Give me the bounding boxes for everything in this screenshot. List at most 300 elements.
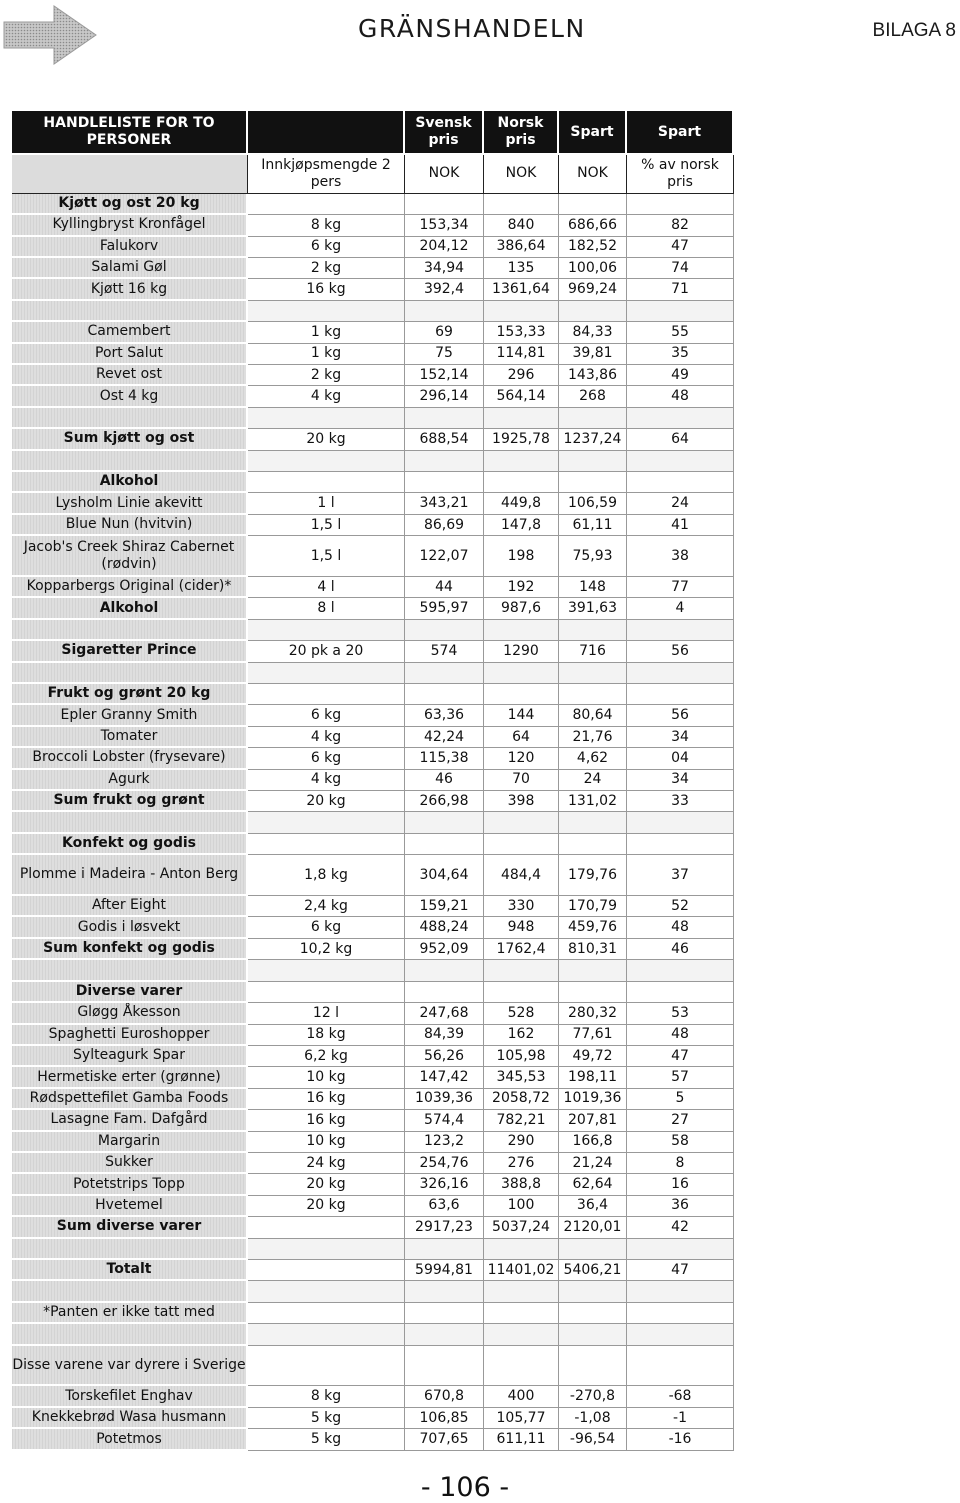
cell-spart xyxy=(559,408,627,429)
cell-svensk xyxy=(405,834,484,855)
cell-pct xyxy=(627,408,734,429)
cell-qty xyxy=(248,1324,405,1345)
cell-norsk xyxy=(484,472,559,493)
cell-qty: 1 kg xyxy=(248,344,405,365)
shopping-list-table xyxy=(12,111,734,1451)
cell-svensk: 574,4 xyxy=(405,1110,484,1131)
cell-svensk: 688,54 xyxy=(405,429,484,450)
cell-qty xyxy=(248,1281,405,1302)
row-label: Sum konfekt og godis xyxy=(12,939,248,960)
cell-qty: 20 kg xyxy=(248,1174,405,1195)
row-label: Epler Granny Smith xyxy=(12,705,248,726)
cell-norsk: 296 xyxy=(484,365,559,386)
cell-svensk: 326,16 xyxy=(405,1174,484,1195)
cell-qty xyxy=(248,663,405,684)
cell-norsk: 120 xyxy=(484,748,559,769)
cell-norsk: 144 xyxy=(484,705,559,726)
cell-svensk: 115,38 xyxy=(405,748,484,769)
cell-qty: 6,2 kg xyxy=(248,1046,405,1067)
row-label: Hermetiske erter (grønne) xyxy=(12,1067,248,1088)
cell-norsk xyxy=(484,194,559,215)
row-label: Tomater xyxy=(12,727,248,748)
row-label xyxy=(12,408,248,429)
table-row xyxy=(12,1046,734,1067)
table-row xyxy=(12,1003,734,1024)
cell-qty: 5 kg xyxy=(248,1429,405,1451)
page-number: - 106 - xyxy=(420,1472,510,1503)
cell-pct: 48 xyxy=(627,1025,734,1046)
cell-spart xyxy=(559,1346,627,1387)
blank-row xyxy=(12,301,734,322)
section-header-row xyxy=(12,472,734,493)
cell-qty: 1,5 l xyxy=(248,536,405,577)
cell-pct: 38 xyxy=(627,536,734,577)
cell-norsk xyxy=(484,301,559,322)
cell-norsk: 1762,4 xyxy=(484,939,559,960)
cell-pct: 42 xyxy=(627,1217,734,1238)
cell-svensk xyxy=(405,663,484,684)
cell-norsk: 11401,02 xyxy=(484,1260,559,1281)
cell-spart: 391,63 xyxy=(559,598,627,619)
cell-spart: 80,64 xyxy=(559,705,627,726)
cell-pct: 8 xyxy=(627,1153,734,1174)
header-norsk xyxy=(484,111,559,155)
cell-qty: 4 l xyxy=(248,577,405,598)
note-row xyxy=(12,1303,734,1324)
cell-svensk xyxy=(405,1239,484,1260)
row-label: Kjøtt og ost 20 kg xyxy=(12,194,248,215)
cell-spart: 21,24 xyxy=(559,1153,627,1174)
row-label: Revet ost xyxy=(12,365,248,386)
cell-qty: 1 l xyxy=(248,493,405,514)
row-label: Agurk xyxy=(12,770,248,791)
table-row xyxy=(12,705,734,726)
cell-spart: 62,64 xyxy=(559,1174,627,1195)
table-row xyxy=(12,279,734,300)
cell-pct: 56 xyxy=(627,641,734,662)
cell-pct: 35 xyxy=(627,344,734,365)
cell-norsk: 948 xyxy=(484,917,559,938)
header-svensk xyxy=(405,111,484,155)
cell-norsk: 276 xyxy=(484,1153,559,1174)
cell-norsk xyxy=(484,834,559,855)
cell-qty xyxy=(248,1260,405,1281)
cell-svensk xyxy=(405,451,484,472)
cell-pct: 37 xyxy=(627,855,734,896)
cell-pct: 47 xyxy=(627,237,734,258)
cell-svensk: 75 xyxy=(405,344,484,365)
cell-qty xyxy=(248,194,405,215)
cell-qty: 6 kg xyxy=(248,748,405,769)
cell-pct: 53 xyxy=(627,1003,734,1024)
section-header-row xyxy=(12,1346,734,1387)
cell-qty xyxy=(248,834,405,855)
subheader-svensk: NOK xyxy=(405,155,484,194)
cell-pct: 58 xyxy=(627,1132,734,1153)
cell-svensk xyxy=(405,1303,484,1324)
cell-svensk: 46 xyxy=(405,770,484,791)
sum-row xyxy=(12,598,734,619)
cell-qty: 12 l xyxy=(248,1003,405,1024)
row-label: Salami Gøl xyxy=(12,258,248,279)
cell-pct xyxy=(627,620,734,641)
cell-spart: 21,76 xyxy=(559,727,627,748)
cell-qty xyxy=(248,1303,405,1324)
cell-svensk: 63,36 xyxy=(405,705,484,726)
cell-spart: 75,93 xyxy=(559,536,627,577)
cell-svensk: 106,85 xyxy=(405,1408,484,1429)
blank-row xyxy=(12,451,734,472)
cell-norsk: 70 xyxy=(484,770,559,791)
cell-pct: 47 xyxy=(627,1260,734,1281)
cell-pct: 41 xyxy=(627,515,734,536)
subheader-pct: % av norsk pris xyxy=(627,155,734,194)
cell-svensk xyxy=(405,408,484,429)
row-label: Ost 4 kg xyxy=(12,386,248,407)
table-row xyxy=(12,237,734,258)
sum-row xyxy=(12,641,734,662)
cell-norsk: 611,11 xyxy=(484,1429,559,1451)
cell-qty: 1,8 kg xyxy=(248,855,405,896)
cell-norsk xyxy=(484,1239,559,1260)
cell-pct xyxy=(627,301,734,322)
cell-svensk: 42,24 xyxy=(405,727,484,748)
cell-qty: 20 kg xyxy=(248,429,405,450)
cell-norsk: 528 xyxy=(484,1003,559,1024)
table-row xyxy=(12,1386,734,1407)
cell-pct xyxy=(627,1324,734,1345)
sum-row xyxy=(12,791,734,812)
row-label xyxy=(12,1239,248,1260)
cell-qty: 8 kg xyxy=(248,1386,405,1407)
cell-svensk: 1039,36 xyxy=(405,1089,484,1110)
cell-spart: 4,62 xyxy=(559,748,627,769)
cell-svensk: 147,42 xyxy=(405,1067,484,1088)
cell-svensk: 56,26 xyxy=(405,1046,484,1067)
cell-norsk: 153,33 xyxy=(484,322,559,343)
cell-spart xyxy=(559,982,627,1003)
cell-svensk: 122,07 xyxy=(405,536,484,577)
cell-svensk xyxy=(405,301,484,322)
cell-pct: 77 xyxy=(627,577,734,598)
cell-svensk: 707,65 xyxy=(405,1429,484,1451)
cell-pct xyxy=(627,194,734,215)
row-label: Alkohol xyxy=(12,472,248,493)
row-label xyxy=(12,812,248,833)
blank-row xyxy=(12,663,734,684)
cell-norsk xyxy=(484,620,559,641)
header-row xyxy=(12,111,734,155)
cell-norsk: 388,8 xyxy=(484,1174,559,1195)
cell-qty: 20 kg xyxy=(248,791,405,812)
cell-pct xyxy=(627,960,734,981)
cell-pct: 82 xyxy=(627,215,734,236)
cell-spart: 1237,24 xyxy=(559,429,627,450)
row-label: Konfekt og godis xyxy=(12,834,248,855)
row-label: Potetstrips Topp xyxy=(12,1174,248,1195)
table-row xyxy=(12,536,734,577)
cell-pct: 04 xyxy=(627,748,734,769)
cell-pct: -16 xyxy=(627,1429,734,1451)
row-label: Gløgg Åkesson xyxy=(12,1003,248,1024)
table-row xyxy=(12,215,734,236)
cell-qty xyxy=(248,472,405,493)
cell-svensk: 123,2 xyxy=(405,1132,484,1153)
cell-spart: 77,61 xyxy=(559,1025,627,1046)
cell-pct: -1 xyxy=(627,1408,734,1429)
cell-svensk: 159,21 xyxy=(405,896,484,917)
table-row xyxy=(12,1132,734,1153)
row-label: Plomme i Madeira - Anton Berg xyxy=(12,855,248,896)
cell-qty: 16 kg xyxy=(248,1089,405,1110)
cell-norsk: 386,64 xyxy=(484,237,559,258)
cell-svensk: 254,76 xyxy=(405,1153,484,1174)
row-label: Frukt og grønt 20 kg xyxy=(12,684,248,705)
cell-qty: 16 kg xyxy=(248,1110,405,1131)
cell-spart: 207,81 xyxy=(559,1110,627,1131)
table-row xyxy=(12,515,734,536)
header-norsk-line2: pris xyxy=(505,132,536,148)
table-row xyxy=(12,1089,734,1110)
cell-qty: 6 kg xyxy=(248,705,405,726)
cell-spart: 36,4 xyxy=(559,1196,627,1217)
row-label xyxy=(12,301,248,322)
row-label: Kyllingbryst Kronfågel xyxy=(12,215,248,236)
table-row xyxy=(12,386,734,407)
header-list-title-line1: HANDLELISTE FOR TO xyxy=(43,115,215,131)
cell-pct xyxy=(627,982,734,1003)
cell-spart: 5406,21 xyxy=(559,1260,627,1281)
cell-svensk: 152,14 xyxy=(405,365,484,386)
sum-row xyxy=(12,1217,734,1238)
cell-qty: 10 kg xyxy=(248,1132,405,1153)
cell-spart xyxy=(559,960,627,981)
cell-qty xyxy=(248,1239,405,1260)
row-label: Potetmos xyxy=(12,1429,248,1451)
cell-pct xyxy=(627,684,734,705)
cell-pct: 36 xyxy=(627,1196,734,1217)
table-row xyxy=(12,322,734,343)
cell-qty xyxy=(248,812,405,833)
cell-pct: 47 xyxy=(627,1046,734,1067)
row-label: Totalt xyxy=(12,1260,248,1281)
cell-qty: 20 kg xyxy=(248,1196,405,1217)
cell-qty xyxy=(248,1217,405,1238)
cell-spart: -270,8 xyxy=(559,1386,627,1407)
cell-spart: 459,76 xyxy=(559,917,627,938)
table-row xyxy=(12,855,734,896)
cell-norsk xyxy=(484,1346,559,1387)
row-label: Rødspettefilet Gamba Foods xyxy=(12,1089,248,1110)
cell-pct: 33 xyxy=(627,791,734,812)
subheader-row xyxy=(12,155,734,194)
cell-norsk: 192 xyxy=(484,577,559,598)
cell-norsk xyxy=(484,451,559,472)
cell-norsk: 484,4 xyxy=(484,855,559,896)
cell-svensk: 304,64 xyxy=(405,855,484,896)
blank-row xyxy=(12,1324,734,1345)
row-label: Sum diverse varer xyxy=(12,1217,248,1238)
table-row xyxy=(12,258,734,279)
cell-norsk: 100 xyxy=(484,1196,559,1217)
cell-pct: 46 xyxy=(627,939,734,960)
cell-svensk xyxy=(405,472,484,493)
cell-qty: 16 kg xyxy=(248,279,405,300)
cell-norsk: 449,8 xyxy=(484,493,559,514)
cell-spart: 131,02 xyxy=(559,791,627,812)
cell-norsk xyxy=(484,1303,559,1324)
cell-svensk xyxy=(405,960,484,981)
cell-norsk: 135 xyxy=(484,258,559,279)
cell-svensk: 574 xyxy=(405,641,484,662)
cell-svensk: 34,94 xyxy=(405,258,484,279)
cell-norsk xyxy=(484,408,559,429)
cell-spart: 100,06 xyxy=(559,258,627,279)
row-label: Alkohol xyxy=(12,598,248,619)
cell-spart: -1,08 xyxy=(559,1408,627,1429)
cell-spart: 2120,01 xyxy=(559,1217,627,1238)
cell-qty xyxy=(248,982,405,1003)
header-svensk-line2: pris xyxy=(428,132,459,148)
row-label: Diverse varer xyxy=(12,982,248,1003)
cell-svensk: 84,39 xyxy=(405,1025,484,1046)
cell-pct: 71 xyxy=(627,279,734,300)
subheader-blank xyxy=(12,155,248,194)
cell-qty xyxy=(248,620,405,641)
cell-qty: 2,4 kg xyxy=(248,896,405,917)
cell-svensk xyxy=(405,620,484,641)
cell-pct: 4 xyxy=(627,598,734,619)
cell-norsk xyxy=(484,684,559,705)
cell-svensk: 2917,23 xyxy=(405,1217,484,1238)
row-label xyxy=(12,451,248,472)
blank-row xyxy=(12,1281,734,1302)
cell-qty: 5 kg xyxy=(248,1408,405,1429)
cell-svensk xyxy=(405,684,484,705)
table-row xyxy=(12,748,734,769)
cell-norsk: 782,21 xyxy=(484,1110,559,1131)
row-label: Lasagne Fam. Dafgård xyxy=(12,1110,248,1131)
row-label: Godis i løsvekt xyxy=(12,917,248,938)
row-label: Kjøtt 16 kg xyxy=(12,279,248,300)
cell-pct: 49 xyxy=(627,365,734,386)
row-label: Margarin xyxy=(12,1132,248,1153)
cell-spart xyxy=(559,1324,627,1345)
cell-norsk: 987,6 xyxy=(484,598,559,619)
cell-svensk: 44 xyxy=(405,577,484,598)
cell-spart: 106,59 xyxy=(559,493,627,514)
blank-row xyxy=(12,408,734,429)
sum-row xyxy=(12,1260,734,1281)
cell-pct: 48 xyxy=(627,386,734,407)
cell-pct xyxy=(627,472,734,493)
cell-norsk: 5037,24 xyxy=(484,1217,559,1238)
header-spart-pct xyxy=(627,111,734,155)
table-row xyxy=(12,365,734,386)
cell-spart xyxy=(559,194,627,215)
cell-qty: 24 kg xyxy=(248,1153,405,1174)
cell-qty: 8 kg xyxy=(248,215,405,236)
header-norsk-line1: Norsk xyxy=(497,115,544,131)
cell-spart: 1019,36 xyxy=(559,1089,627,1110)
cell-spart: 182,52 xyxy=(559,237,627,258)
cell-spart: 49,72 xyxy=(559,1046,627,1067)
cell-pct: 27 xyxy=(627,1110,734,1131)
cell-spart xyxy=(559,1303,627,1324)
table-row xyxy=(12,577,734,598)
row-label: Falukorv xyxy=(12,237,248,258)
cell-svensk xyxy=(405,1281,484,1302)
cell-qty: 2 kg xyxy=(248,258,405,279)
cell-qty: 4 kg xyxy=(248,770,405,791)
cell-qty: 6 kg xyxy=(248,237,405,258)
cell-qty: 10,2 kg xyxy=(248,939,405,960)
cell-norsk: 1925,78 xyxy=(484,429,559,450)
cell-pct xyxy=(627,451,734,472)
cell-norsk: 564,14 xyxy=(484,386,559,407)
cell-pct: 24 xyxy=(627,493,734,514)
cell-qty xyxy=(248,960,405,981)
cell-svensk: 5994,81 xyxy=(405,1260,484,1281)
cell-svensk: 204,12 xyxy=(405,237,484,258)
cell-spart xyxy=(559,472,627,493)
cell-spart xyxy=(559,301,627,322)
row-label: Sum kjøtt og ost xyxy=(12,429,248,450)
cell-pct: 56 xyxy=(627,705,734,726)
cell-spart: 198,11 xyxy=(559,1067,627,1088)
cell-qty: 18 kg xyxy=(248,1025,405,1046)
cell-norsk xyxy=(484,1324,559,1345)
section-header-row xyxy=(12,834,734,855)
cell-qty xyxy=(248,301,405,322)
cell-qty: 10 kg xyxy=(248,1067,405,1088)
cell-spart: 969,24 xyxy=(559,279,627,300)
cell-pct: 57 xyxy=(627,1067,734,1088)
cell-svensk: 69 xyxy=(405,322,484,343)
cell-svensk: 392,4 xyxy=(405,279,484,300)
blank-row xyxy=(12,1239,734,1260)
section-header-row xyxy=(12,982,734,1003)
row-label: Sum frukt og grønt xyxy=(12,791,248,812)
row-label: Hvetemel xyxy=(12,1196,248,1217)
cell-pct xyxy=(627,812,734,833)
cell-svensk: 296,14 xyxy=(405,386,484,407)
row-label xyxy=(12,960,248,981)
cell-svensk: 266,98 xyxy=(405,791,484,812)
cell-spart xyxy=(559,451,627,472)
cell-norsk: 114,81 xyxy=(484,344,559,365)
cell-svensk xyxy=(405,982,484,1003)
cell-qty: 4 kg xyxy=(248,386,405,407)
cell-spart: 148 xyxy=(559,577,627,598)
cell-norsk: 64 xyxy=(484,727,559,748)
cell-pct: 74 xyxy=(627,258,734,279)
cell-norsk: 1290 xyxy=(484,641,559,662)
blank-row xyxy=(12,620,734,641)
row-label: Kopparbergs Original (cider)* xyxy=(12,577,248,598)
table-row xyxy=(12,344,734,365)
cell-spart: 61,11 xyxy=(559,515,627,536)
shopping-list-table-container xyxy=(12,111,734,1451)
cell-norsk: 198 xyxy=(484,536,559,577)
header-spart xyxy=(559,111,627,155)
cell-spart xyxy=(559,1239,627,1260)
cell-svensk: 343,21 xyxy=(405,493,484,514)
cell-pct xyxy=(627,1281,734,1302)
cell-pct xyxy=(627,834,734,855)
subheader-norsk: NOK xyxy=(484,155,559,194)
cell-svensk: 153,34 xyxy=(405,215,484,236)
